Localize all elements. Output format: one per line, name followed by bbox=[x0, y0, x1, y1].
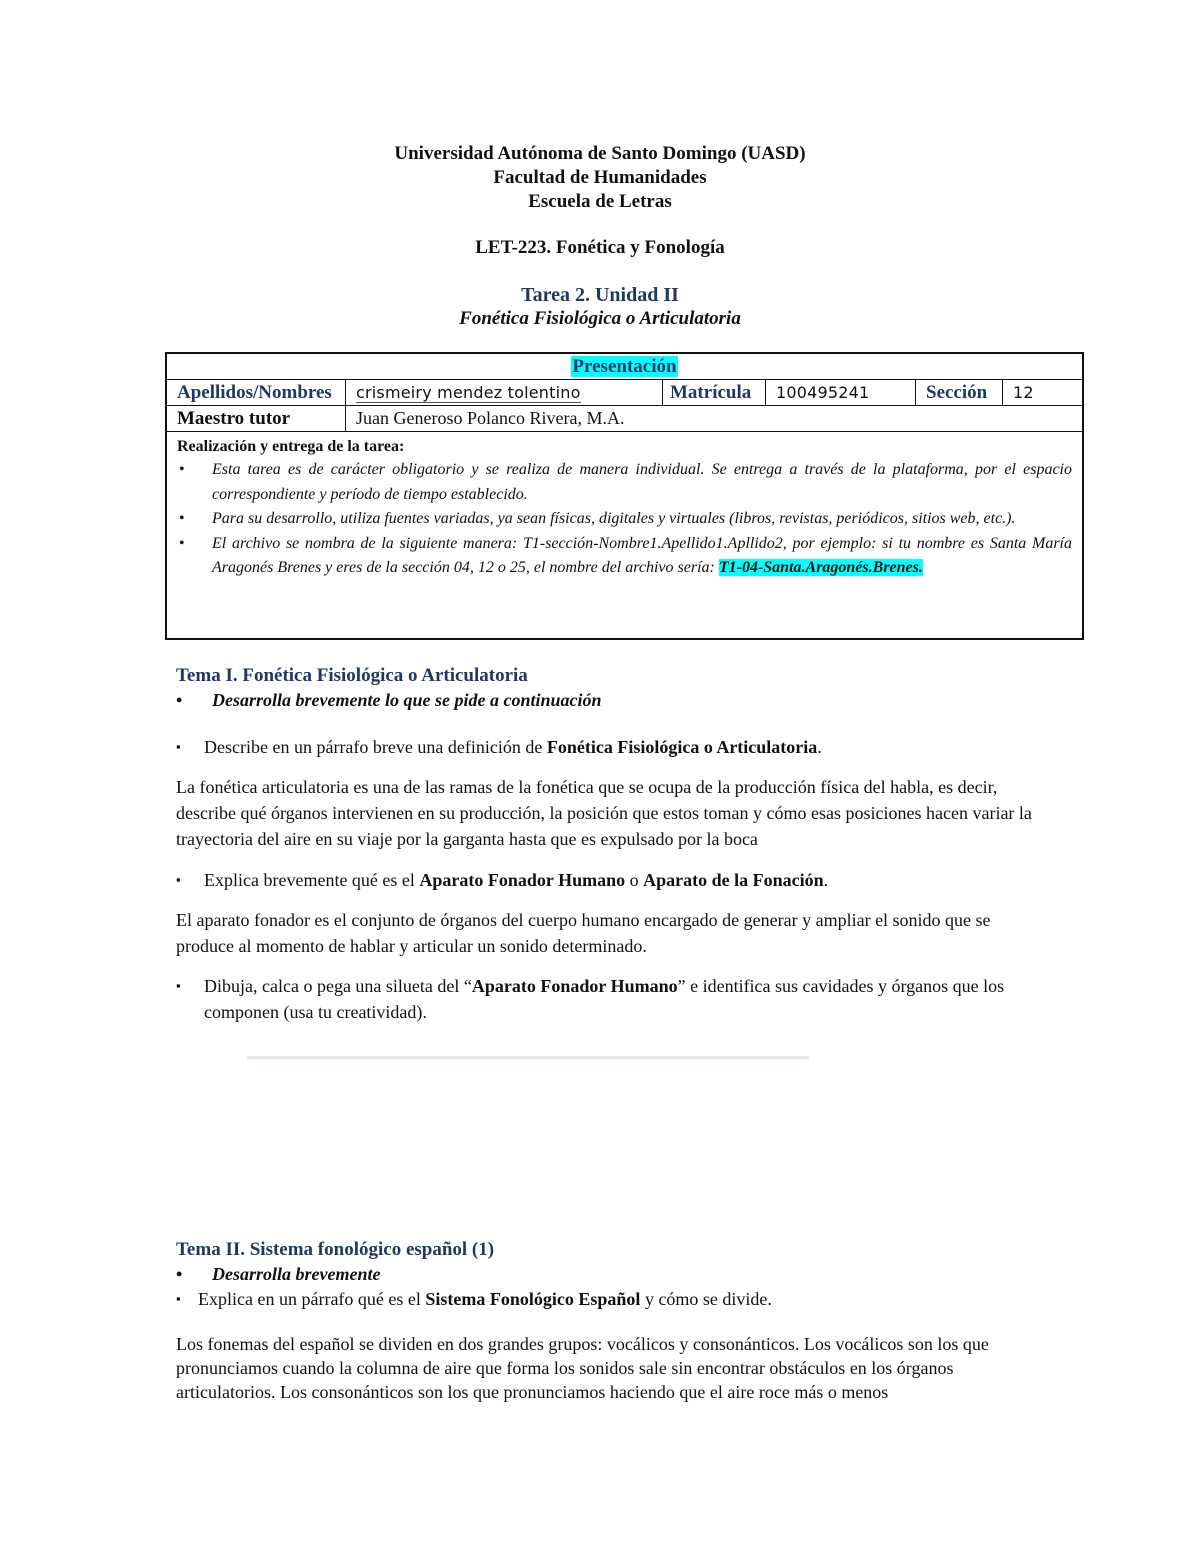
tutor-label: Maestro tutor bbox=[177, 408, 291, 429]
tema1-heading: Tema I. Fonética Fisiológica o Articulatoria bbox=[176, 665, 528, 686]
instruction-item: • El archivo se nombra de la siguiente manera: T1-sección-Nombre1.Apellido1.Apllido2, por ejemplo: si tu nombre es Santa María Aragonés Brenes y eres de la sección 04, 12 o 25, el nombre del archivo sería: T1-04-Santa.Aragonés.Brenes. bbox=[177, 532, 1072, 581]
faculty-name: Facultad de Humanidades bbox=[493, 167, 707, 188]
document-header bbox=[0, 142, 1200, 331]
tema2-heading: Tema II. Sistema fonológico español (1) bbox=[176, 1239, 495, 1260]
presentation-title-row bbox=[167, 354, 1082, 380]
tema1-question-3: ▪ Dibuja, calca o pega una silueta del “Aparato Fonador Humano” e identifica sus cavidades y órganos que los componen (usa tu creatividad). bbox=[176, 973, 1036, 1025]
task-title: Tarea 2. Unidad II bbox=[521, 284, 679, 306]
name-value: crismeiry mendez tolentino bbox=[356, 383, 581, 402]
section-value: 12 bbox=[1013, 383, 1034, 402]
matricula-value: 100495241 bbox=[776, 383, 870, 402]
instruction-item: • Esta tarea es de carácter obligatorio y se realiza de manera individual. Se entrega a través de la plataforma, por el espacio correspondiente y período de tiempo establecido. bbox=[177, 458, 1072, 507]
tema1-question-1: ▪ Describe en un párrafo breve una definición de Fonética Fisiológica o Articulatoria. bbox=[176, 734, 1036, 760]
matricula-label: Matrícula bbox=[662, 380, 765, 405]
course-title: LET-223. Fonética y Fonología bbox=[475, 237, 725, 258]
task-subtitle: Fonética Fisiológica o Articulatoria bbox=[459, 308, 741, 329]
example-filename: T1-04-Santa.Aragonés.Brenes. bbox=[718, 559, 923, 576]
presentation-title: Presentación bbox=[572, 356, 677, 377]
section-value-cell[interactable] bbox=[1002, 380, 1082, 405]
section-label: Sección bbox=[915, 380, 1002, 405]
tema2-answer-1: Los fonemas del español se dividen en dos grandes grupos: vocálicos y consonánticos. Los vocálicos son los que pronunciamos cuando la columna de aire que forma los sonidos sale sin encontrar obstáculos en los órganos articulatorios. Los consonánticos son los que pronunciamos haciendo que el aire roce más o menos bbox=[176, 1334, 989, 1402]
drawing-area-divider bbox=[247, 1056, 809, 1059]
student-row bbox=[167, 380, 1082, 406]
tema2-question-1: ▪ Explica en un párrafo qué es el Sistema Fonológico Español y cómo se divide. bbox=[176, 1286, 1036, 1312]
tema1-answer-2: El aparato fonador es el conjunto de órganos del cuerpo humano encargado de generar y ampliar el sonido que se produce al momento de hablar y articular un sonido determinado. bbox=[176, 910, 991, 956]
school-name: Escuela de Letras bbox=[528, 191, 672, 212]
tema2-instruction: • Desarrolla brevemente bbox=[176, 1262, 1036, 1286]
name-label: Apellidos/Nombres bbox=[177, 382, 332, 403]
presentation-table bbox=[165, 352, 1084, 640]
instructions-title: Realización y entrega de la tarea: bbox=[177, 438, 405, 455]
tema1-instruction: • Desarrolla brevemente lo que se pide a continuación bbox=[176, 688, 1036, 712]
tema1-question-2: ▪ Explica brevemente qué es el Aparato Fonador Humano o Aparato de la Fonación. bbox=[176, 867, 1036, 893]
tema1-section bbox=[176, 664, 1036, 1025]
university-name: Universidad Autónoma de Santo Domingo (UASD) bbox=[394, 143, 806, 164]
instructions-block bbox=[167, 432, 1082, 581]
tutor-value: Juan Generoso Polanco Rivera, M.A. bbox=[345, 406, 1082, 431]
instructions-list bbox=[177, 458, 1072, 581]
instruction-item: • Para su desarrollo, utiliza fuentes variadas, ya sean físicas, digitales y virtuales (libros, revistas, periódicos, sitios web, etc.). bbox=[177, 507, 1072, 532]
matricula-value-cell[interactable] bbox=[765, 380, 915, 405]
tema1-answer-1: La fonética articulatoria es una de las ramas de la fonética que se ocupa de la producción física del habla, es decir, describe qué órganos intervienen en su producción, la posición que estos toman y cómo esas posiciones hacen variar la trayectoria del aire en su viaje por la garganta hasta que es expulsado por la boca bbox=[176, 777, 1032, 849]
tutor-row bbox=[167, 406, 1082, 432]
tema2-section bbox=[176, 1238, 1036, 1404]
name-value-cell[interactable] bbox=[345, 380, 662, 405]
